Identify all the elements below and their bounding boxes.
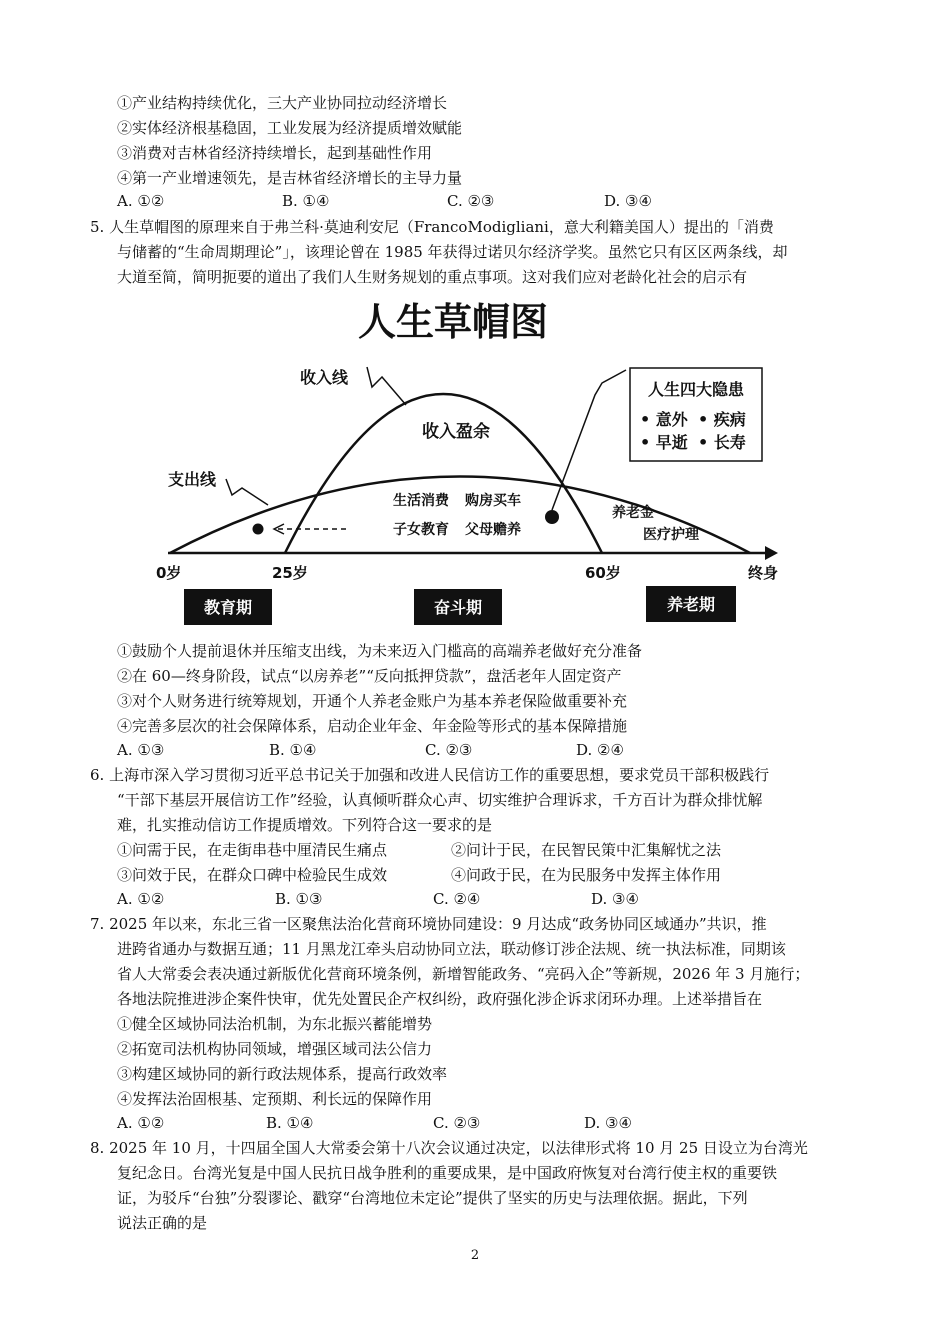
- q5-option-d: D. ②④: [576, 741, 624, 759]
- expense-line-label: 支出线: [168, 470, 217, 489]
- q7-statement-2: ②拓宽司法机构协同领域，增强区域司法公信力: [117, 1040, 433, 1058]
- stage-label-struggle: 奋斗期: [433, 598, 483, 617]
- age-label-60: 60岁: [585, 564, 621, 582]
- age-label-end: 终身: [748, 564, 779, 582]
- expense-item-housing: 购房买车: [465, 493, 521, 509]
- q6-statement-1: ①问需于民，在走街串巷中厘清民生痛点: [117, 841, 388, 859]
- surplus-dot: [545, 510, 559, 524]
- q5-option-a: A. ①③: [117, 741, 165, 759]
- q8-stem-line-2: 复纪念日。台湾光复是中国人民抗日战争胜利的重要成果，是中国政府恢复对台湾行使主权的重要铁: [117, 1164, 778, 1182]
- q4-option-b: B. ①④: [282, 192, 330, 210]
- q6-option-c: C. ②④: [433, 890, 481, 908]
- q7-statement-4: ④发挥法治固根基、定预期、利长远的保障作用: [117, 1090, 433, 1108]
- expense-item-parents: 父母赡养: [465, 522, 521, 538]
- q5-option-b: B. ①④: [269, 741, 317, 759]
- q4-option-a: A. ①②: [117, 192, 165, 210]
- q7-option-a: A. ①②: [117, 1114, 165, 1132]
- age-label-0: 0岁: [156, 564, 182, 582]
- q5-option-c: C. ②③: [425, 741, 473, 759]
- q8-stem-line-1: 8. 2025 年 10 月，十四届全国人大常委会第十八次会议通过决定，以法律形式将 10 月 25 日设立为台湾光: [90, 1139, 808, 1157]
- axis-arrow: [765, 546, 778, 560]
- age-label-25: 25岁: [272, 564, 308, 582]
- q7-options: [117, 1112, 632, 1134]
- q4-option-c: C. ②③: [447, 192, 495, 210]
- figure-title: 人生草帽图: [357, 300, 549, 344]
- income-surplus-label: 收入盈余: [422, 422, 490, 442]
- q5-stem-line-1: 5. 人生草帽图的原理来自于弗兰科·莫迪利安尼（FrancoModigliani，意大利籍美国人）提出的「消费: [90, 218, 774, 236]
- q7-option-b: B. ①④: [266, 1114, 314, 1132]
- q5-statement-1: ①鼓励个人提前退休并压缩支出线，为未来迈入门槛高的高端养老做好充分准备: [117, 642, 643, 660]
- q8-stem-line-4: 说法正确的是: [117, 1214, 208, 1232]
- q4-statement-3: ③消费对吉林省经济持续增长，起到基础性作用: [117, 144, 433, 162]
- q8-stem-line-3: 证，为驳斥“台独”分裂谬论、戳穿“台湾地位未定论”提供了坚实的历史与法理依据。据此，下列: [117, 1189, 748, 1207]
- expense-item-living: 生活消费: [393, 493, 449, 509]
- hazard-pointer: [552, 370, 626, 510]
- expense-item-education: 子女教育: [393, 522, 449, 538]
- q6-stem-line-2: “干部下基层开展信访工作”经验，认真倾听群众心声、切实维护合理诉求，千方百计为群众排忧解: [117, 791, 763, 809]
- q6-statement-2: ②问计于民，在民智民策中汇集解忧之法: [451, 841, 722, 859]
- q5-statement-4: ④完善多层次的社会保障体系，启动企业年金、年金险等形式的基本保障措施: [117, 717, 628, 735]
- q6-option-a: A. ①②: [117, 890, 165, 908]
- q5-stem-line-2: 与储蓄的“生命周期理论”」，该理论曾在 1985 年获得过诺贝尔经济学奖。虽然它只有区区两条线，却: [117, 243, 788, 261]
- retire-item-pension: 养老金: [612, 505, 654, 521]
- q6-options: [117, 888, 639, 910]
- q5-options: [117, 739, 624, 761]
- q7-stem-line-4: 各地法院推进涉企案件快审，优先处置民企产权纠纷，政府强化涉企诉求闭环办理。上述举措旨在: [117, 990, 763, 1008]
- income-line-label: 收入线: [300, 368, 349, 387]
- life-hat-diagram: [150, 295, 800, 635]
- education-dot: [253, 524, 264, 535]
- hazard-longevity: • 长寿: [698, 433, 746, 452]
- q5-statement-3: ③对个人财务进行统筹规划，开通个人养老金账户为基本养老保险做重要补充: [117, 692, 628, 710]
- hazard-illness: • 疾病: [698, 410, 746, 429]
- stage-label-education: 教育期: [203, 598, 253, 617]
- income-line-pointer: [367, 367, 406, 405]
- q6-statement-4: ④问政于民，在为民服务中发挥主体作用: [451, 866, 722, 884]
- retire-item-medical: 医疗护理: [643, 527, 699, 543]
- hazard-early-death: • 早逝: [640, 433, 688, 452]
- q6-option-d: D. ③④: [591, 890, 639, 908]
- expense-line-pointer: [226, 479, 268, 505]
- q4-statement-4: ④第一产业增速领先，是吉林省经济增长的主导力量: [117, 169, 463, 187]
- q6-stem-line-1: 6. 上海市深入学习贯彻习近平总书记关于加强和改进人民信访工作的重要思想，要求党员干部积极践行: [90, 766, 770, 784]
- hazards-title: 人生四大隐患: [647, 380, 745, 399]
- q7-stem-line-1: 7. 2025 年以来，东北三省一区聚焦法治化营商环境协同建设：9 月达成“政务协同区域通办”共识，推: [90, 915, 767, 933]
- q6-stem-line-3: 难，扎实推动信访工作提质增效。下列符合这一要求的是: [117, 816, 493, 834]
- q7-statement-3: ③构建区域协同的新行政法规体系，提高行政效率: [117, 1065, 448, 1083]
- q4-options: [117, 190, 652, 212]
- q7-option-d: D. ③④: [584, 1114, 632, 1132]
- q7-option-c: C. ②③: [433, 1114, 481, 1132]
- q7-stem-line-3: 省人大常委会表决通过新版优化营商环境条例，新增智能政务、“亮码入企”等新规，2026 年 3 月施行；: [117, 965, 810, 983]
- q7-statement-1: ①健全区域协同法治机制，为东北振兴蓄能增势: [117, 1015, 433, 1033]
- q5-stem-line-3: 大道至简，简明扼要的道出了我们人生财务规划的重点事项。这对我们应对老龄化社会的启示有: [117, 268, 748, 286]
- life-hat-figure: [150, 295, 800, 635]
- page-number: 2: [470, 1248, 480, 1263]
- q4-option-d: D. ③④: [604, 192, 652, 210]
- q6-statement-3: ③问效于民，在群众口碑中检验民生成效: [117, 866, 388, 884]
- stage-label-retirement: 养老期: [666, 595, 716, 614]
- q5-statement-2: ②在 60—终身阶段，试点“以房养老”“反向抵押贷款”，盘活老年人固定资产: [117, 667, 622, 685]
- q6-option-b: B. ①③: [275, 890, 323, 908]
- q4-statement-1: ①产业结构持续优化，三大产业协同拉动经济增长: [117, 94, 448, 112]
- hazard-accident: • 意外: [640, 410, 688, 429]
- q7-stem-line-2: 进跨省通办与数据互通；11 月黑龙江牵头启动协同立法，联动修订涉企法规、统一执法标准，同期该: [117, 940, 786, 958]
- q4-statement-2: ②实体经济根基稳固，工业发展为经济提质增效赋能: [117, 119, 463, 137]
